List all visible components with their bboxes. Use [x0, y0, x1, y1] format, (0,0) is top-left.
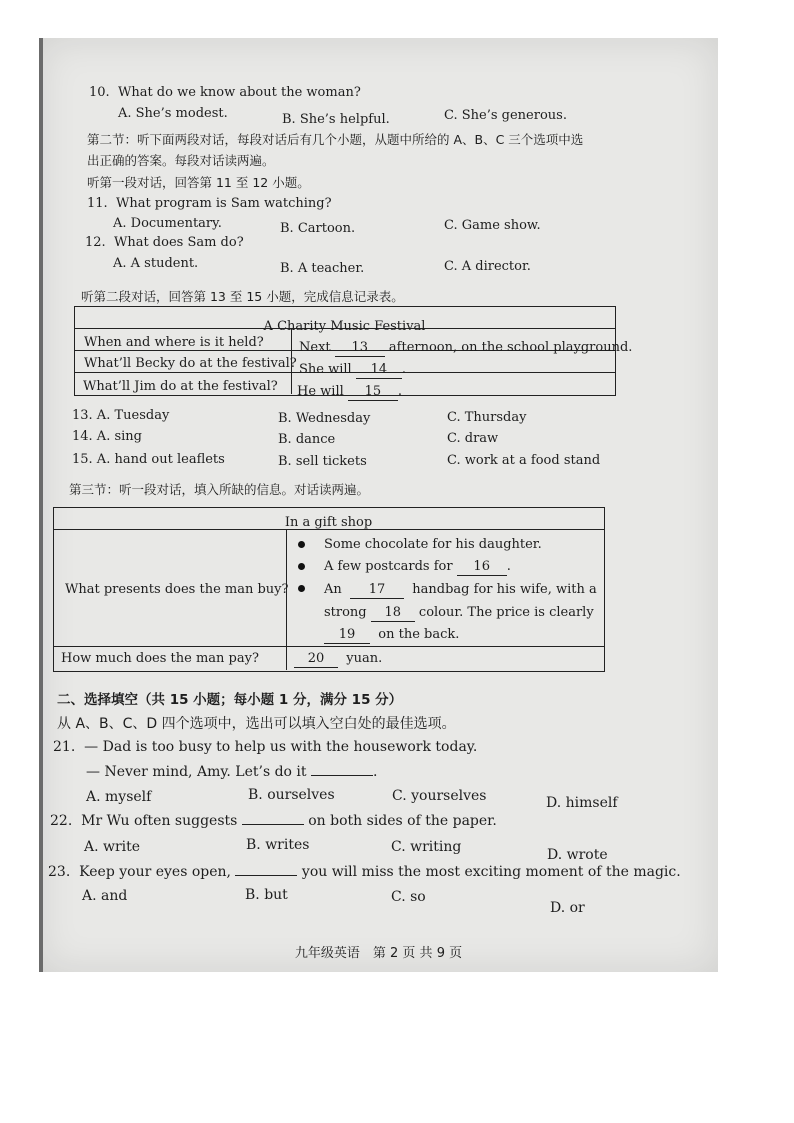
gift-question-pay: How much does the man pay? [61, 651, 259, 666]
festival-row-3-question: What’ll Jim do at the festival? [83, 379, 278, 394]
gift-bullet-3-cont: strong 18 colour. The price is clearly [324, 605, 594, 620]
festival-row-3-answer: He will 15 . [297, 384, 403, 399]
q21-option-d: D. himself [546, 795, 618, 811]
exam-page [39, 38, 718, 972]
q11-option-a: A. Documentary. [113, 216, 222, 231]
question-22: 22. Mr Wu often suggests on both sides of the paper. [50, 813, 497, 829]
q21-option-a: A. myself [86, 789, 152, 805]
blank-20: 20 [294, 651, 338, 668]
gift-bullet-3: An 17 handbag for his wife, with a [324, 582, 597, 597]
question-10: 10. What do we know about the woman? [89, 85, 361, 100]
festival-row-1-answer: Next 13 afternoon, on the school playground. [299, 340, 633, 355]
q10-option-b: B. She’s helpful. [282, 112, 390, 127]
page-edge [39, 38, 43, 972]
q23-option-c: C. so [391, 889, 426, 905]
q22-option-a: A. write [84, 839, 141, 855]
q11-option-b: B. Cartoon. [280, 221, 356, 236]
bullet-icon [298, 541, 305, 548]
q13-option-b: B. Wednesday [278, 411, 371, 426]
gift-bullet-3-end: 19 on the back. [324, 627, 459, 644]
gift-bullet-2: A few postcards for 16 . [324, 559, 511, 574]
q10-option-a: A. She’s modest. [118, 106, 228, 121]
q14-option-c: C. draw [447, 431, 499, 446]
q23-option-b: B. but [245, 887, 288, 903]
dialog2-instruction: 听第二段对话，回答第 13 至 15 小题，完成信息记录表。 [81, 289, 404, 304]
q22-option-c: C. writing [391, 839, 462, 855]
q12-option-b: B. A teacher. [280, 261, 365, 276]
gift-question-presents: What presents does the man buy? [65, 582, 289, 597]
q15-option-c: C. work at a food stand [447, 453, 601, 468]
q10-option-c: C. She’s generous. [444, 108, 567, 123]
part2-instruction: 从 A、B、C、D 四个选项中，选出可以填入空白处的最佳选项。 [57, 716, 456, 732]
section2-heading-cont: 出正确的答案。每段对话读两遍。 [87, 153, 275, 168]
blank-14: 14 [356, 362, 402, 379]
blank-19: 19 [324, 627, 370, 644]
q23-option-a: A. and [82, 888, 128, 904]
q23-option-d: D. or [550, 900, 585, 916]
blank-18: 18 [371, 605, 415, 622]
q15-option-a: 15. A. hand out leaflets [72, 452, 225, 467]
dialog1-instruction: 听第一段对话，回答第 11 至 12 小题。 [87, 175, 310, 190]
bullet-icon [298, 585, 305, 592]
q21-option-c: C. yourselves [392, 788, 487, 804]
blank-15: 15 [348, 384, 398, 401]
gift-bullet-1: Some chocolate for his daughter. [324, 537, 542, 552]
blank-17: 17 [350, 582, 404, 599]
q13-option-c: C. Thursday [447, 410, 527, 425]
q12-option-c: C. A director. [444, 259, 531, 274]
q22-option-b: B. writes [246, 837, 310, 853]
festival-row-1-question: When and where is it held? [84, 335, 264, 350]
q22-option-d: D. wrote [547, 847, 608, 863]
q13-option-a: 13. A. Tuesday [72, 408, 170, 423]
blank-13: 13 [335, 340, 385, 357]
festival-row-2-question: What’ll Becky do at the festival? [84, 356, 297, 371]
q21-reply: — Never mind, Amy. Let’s do it . [86, 764, 378, 780]
q14-option-a: 14. A. sing [72, 429, 142, 444]
festival-table-title: A Charity Music Festival [263, 319, 426, 334]
bullet-icon [298, 563, 305, 570]
q21-option-b: B. ourselves [248, 787, 335, 803]
q14-option-b: B. dance [278, 432, 336, 447]
section2-heading: 第二节：听下面两段对话，每段对话后有几个小题，从题中所给的 A、B、C 三个选项中选 [87, 132, 584, 147]
q15-option-b: B. sell tickets [278, 454, 367, 469]
part2-heading: 二、选择填空（共 15 小题；每小题 1 分，满分 15 分） [57, 692, 403, 708]
question-21: 21. — Dad is too busy to help us with the housework today. [53, 739, 478, 755]
question-11: 11. What program is Sam watching? [87, 196, 332, 211]
festival-row-2-answer: She will 14 . [299, 362, 406, 377]
q12-option-a: A. A student. [113, 256, 199, 271]
section3-heading: 第三节：听一段对话，填入所缺的信息。对话读两遍。 [69, 482, 370, 497]
gift-pay-answer: 20 yuan. [294, 651, 382, 668]
gift-shop-title: In a gift shop [284, 515, 373, 530]
blank-16: 16 [457, 559, 507, 576]
question-23: 23. Keep your eyes open, you will miss the most exciting moment of the magic. [48, 864, 681, 880]
q11-option-c: C. Game show. [444, 218, 541, 233]
page-footer: 九年级英语 第 2 页 共 9 页 [294, 946, 463, 961]
question-12: 12. What does Sam do? [85, 235, 244, 250]
